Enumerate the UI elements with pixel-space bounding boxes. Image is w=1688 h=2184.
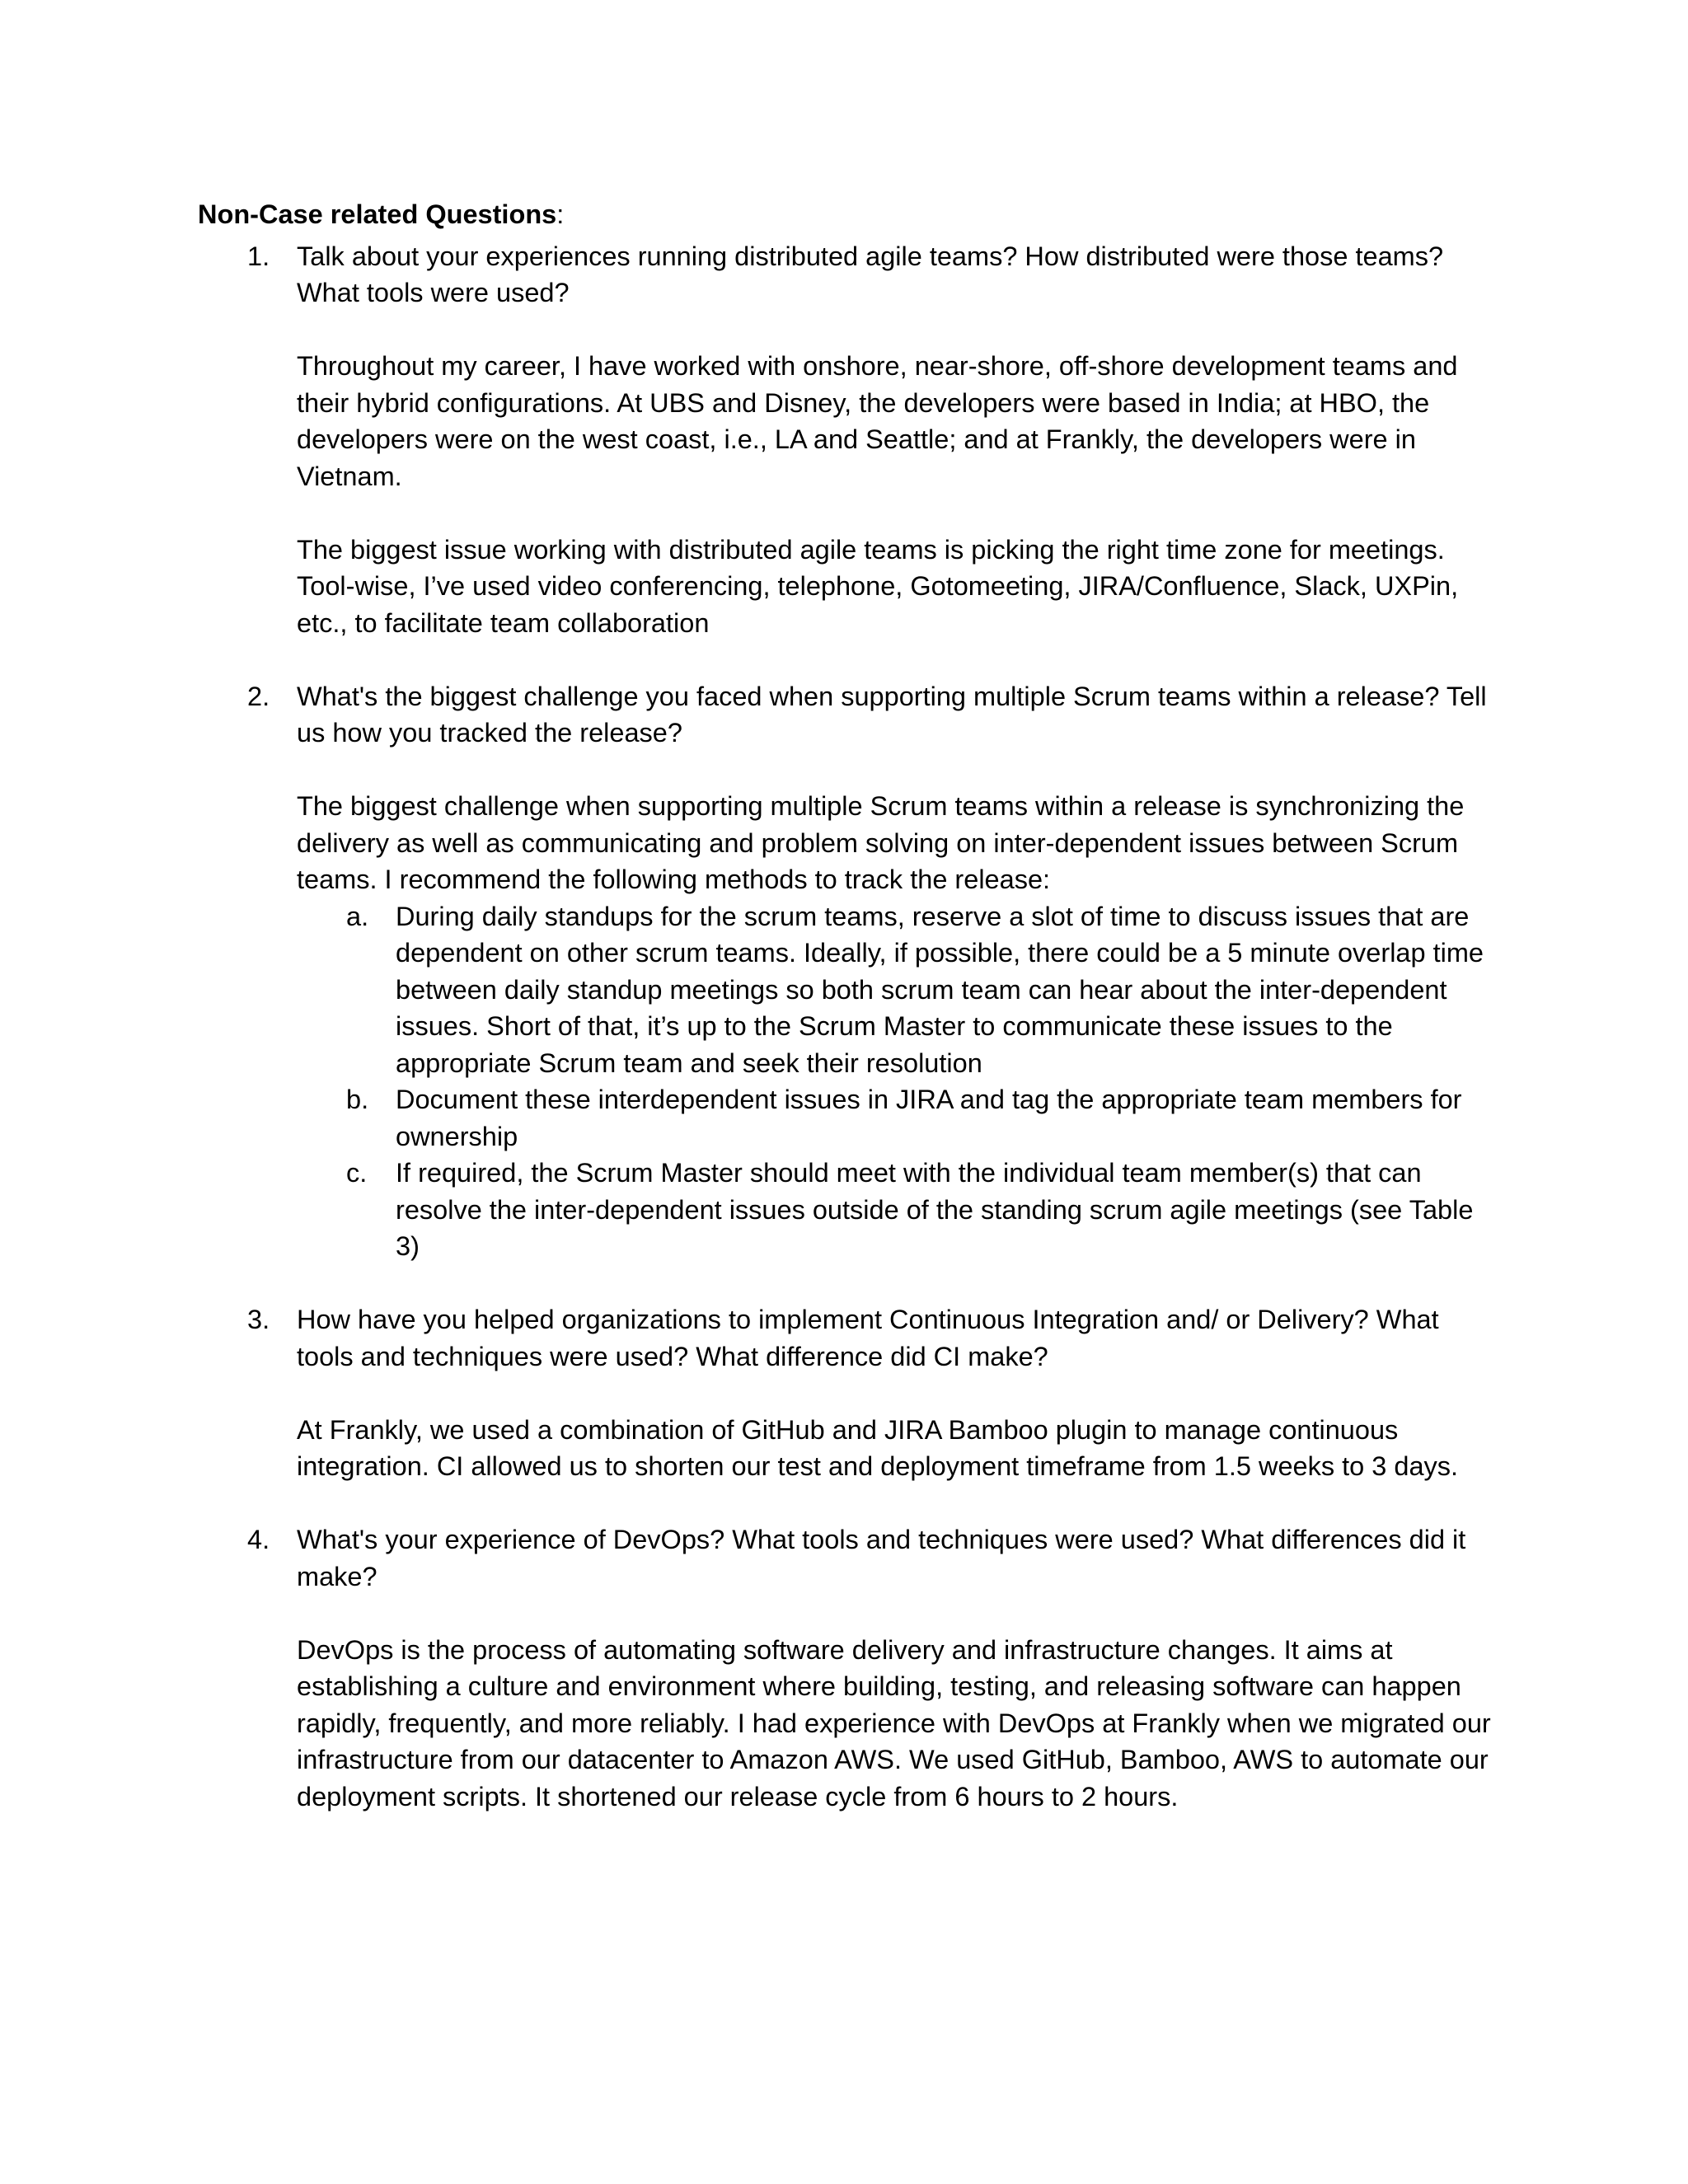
question-text: What's your experience of DevOps? What tools and techniques were used? What differences did it make?	[297, 1525, 1466, 1591]
method-letter: b.	[346, 1085, 369, 1114]
method-text: Document these interdependent issues in JIRA and tag the appropriate team members for ownership	[396, 1085, 1462, 1151]
question-1	[198, 238, 1500, 642]
question-number: 4.	[247, 1525, 270, 1554]
method-list	[297, 898, 1500, 1265]
answer-paragraph: DevOps is the process of automating software delivery and infrastructure changes. It aims at establishing a culture and environment where building, testing, and releasing software can happen rapidly, frequently, and more reliably. I had experience with DevOps at Frankly when we migrated our infrastructure from our datacenter to Amazon AWS. We used GitHub, Bamboo, AWS to automate our deployment scripts. It shortened our release cycle from 6 hours to 2 hours.	[297, 1634, 1491, 1811]
answer-paragraph: The biggest issue working with distributed agile teams is picking the right time zone for meetings. Tool-wise, I’ve used video conferencing, telephone, Gotomeeting, JIRA/Confluence, Slack, UXPin, etc., to facilitate team collaboration	[297, 534, 1459, 638]
answer-paragraph: The biggest challenge when supporting multiple Scrum teams within a release is synchronizing the delivery as well as communicating and problem solving on inter-dependent issues between Scrum teams. I recommend the following methods to track the release:	[297, 791, 1465, 894]
section-heading	[198, 196, 1500, 233]
method-text: During daily standups for the scrum teams, reserve a slot of time to discuss issues that are dependent on other scrum teams. Ideally, if possible, there could be a 5 minute overlap time between daily standup meetings so both scrum team can hear about the inter-dependent issues. Short of that, it’s up to the Scrum Master to communicate these issues to the appropriate Scrum team and seek their resolution	[396, 901, 1484, 1078]
section-heading-suffix: :	[556, 199, 565, 229]
method-letter: a.	[346, 901, 369, 931]
question-4	[198, 1521, 1500, 1815]
method-item	[297, 898, 1500, 1082]
question-number: 3.	[247, 1305, 270, 1334]
question-list	[198, 238, 1500, 1816]
question-number: 1.	[247, 241, 270, 271]
question-2	[198, 678, 1500, 1265]
answer-paragraph: At Frankly, we used a combination of GitHub and JIRA Bamboo plugin to manage continuous integration. CI allowed us to shorten our test and deployment timeframe from 1.5 weeks to 3 days.	[297, 1414, 1459, 1481]
method-text: If required, the Scrum Master should meet with the individual team member(s) that can resolve the inter-dependent issues outside of the standing scrum agile meetings (see Table 3)	[396, 1158, 1474, 1261]
question-text: How have you helped organizations to implement Continuous Integration and/ or Delivery? What tools and techniques were used? What difference did CI make?	[297, 1305, 1439, 1371]
question-text: What's the biggest challenge you faced when supporting multiple Scrum teams within a release? Tell us how you tracked the release?	[297, 681, 1487, 748]
answer-paragraph: Throughout my career, I have worked with onshore, near-shore, off-shore development teams and their hybrid configurations. At UBS and Disney, the developers were based in India; at HBO, the developers were on the west coast, i.e., LA and Seattle; and at Frankly, the developers were in Vietnam.	[297, 351, 1458, 491]
method-item	[297, 1081, 1500, 1155]
question-text: Talk about your experiences running distributed agile teams? How distributed were those teams? What tools were used?	[297, 241, 1444, 307]
section-heading-bold: Non-Case related Questions	[198, 199, 557, 229]
method-item	[297, 1155, 1500, 1265]
method-letter: c.	[346, 1158, 368, 1188]
question-number: 2.	[247, 681, 270, 711]
document-body	[198, 196, 1500, 1852]
question-3	[198, 1301, 1500, 1485]
